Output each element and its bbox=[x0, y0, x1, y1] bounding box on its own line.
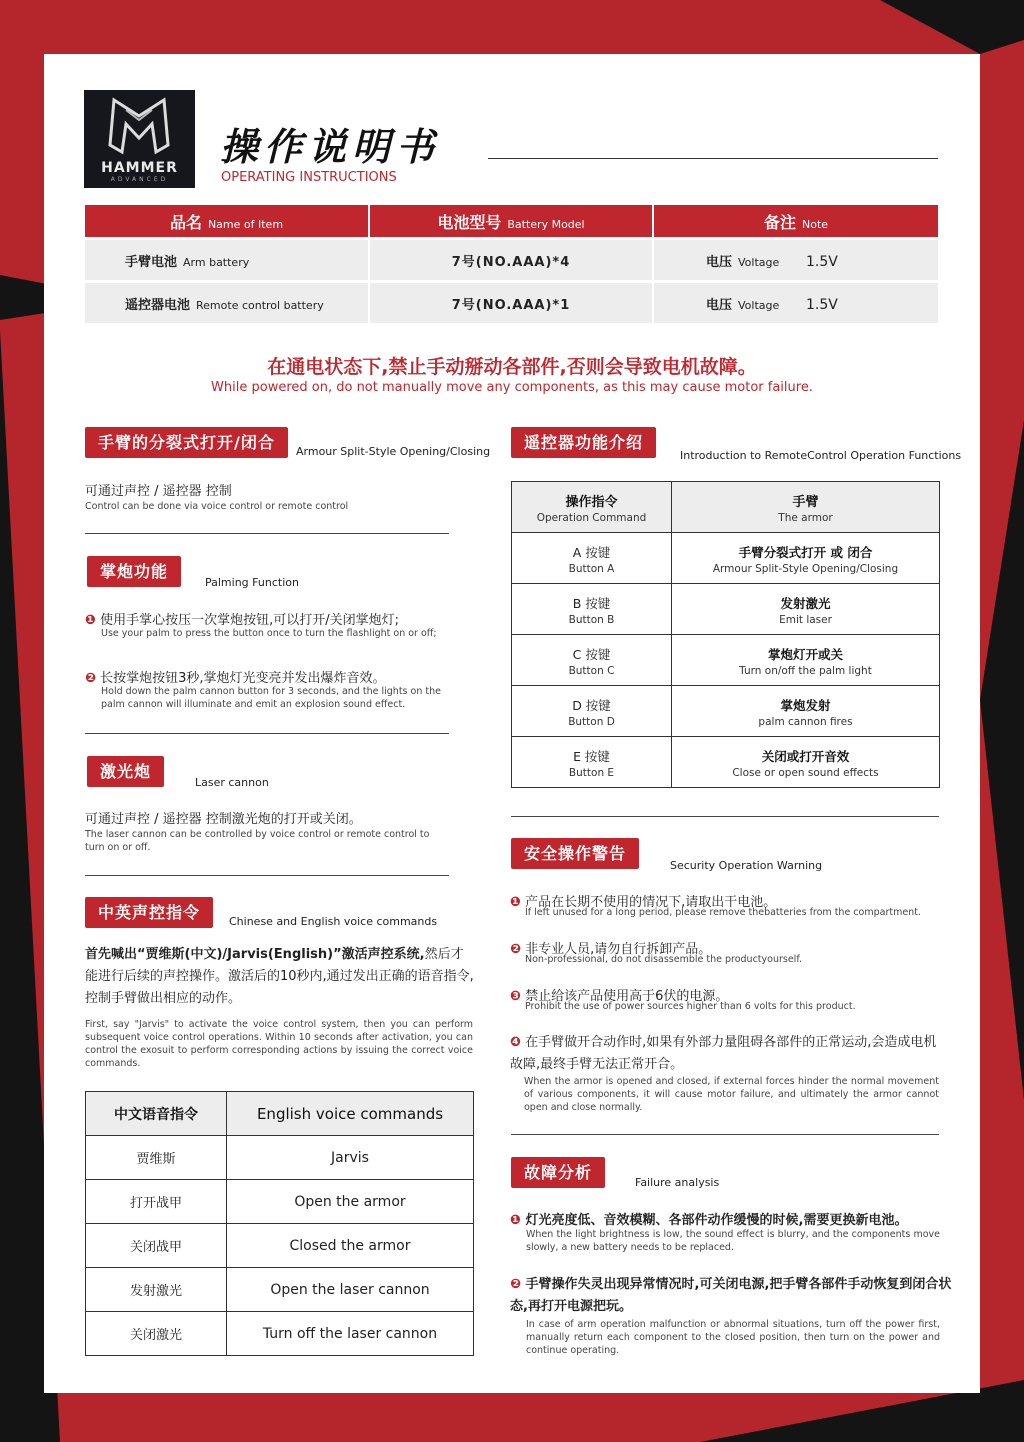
palm-item-2-en: Hold down the palm cannon button for 3 seconds, and the lights on the palm cannon will illuminate and emit an explosion sound effect. bbox=[101, 686, 441, 710]
warning-cn: 在通电状态下,禁止手动掰动各部件,否则会导致电机故障。 bbox=[267, 356, 757, 378]
section-voice-title-en: Chinese and English voice commands bbox=[229, 915, 438, 928]
section-voice-title: 中英声控指令 bbox=[85, 897, 213, 928]
section-laser-title: 激光炮 bbox=[87, 756, 164, 787]
battery-table bbox=[85, 205, 938, 323]
page-title: 操作说明书 bbox=[220, 125, 441, 169]
safety-item-3-en: Prohibit the use of power sources higher than 6 volts for this product. bbox=[525, 1001, 856, 1012]
divider bbox=[85, 733, 449, 734]
section-laser-title-en: Laser cannon bbox=[195, 776, 269, 789]
voice-header-cn: 中文语音指令 bbox=[86, 1092, 227, 1136]
safety-item-3: ❸ 禁止给该产品使用高于6伏的电源。 bbox=[510, 989, 729, 1004]
table-row: C 按键 Button C 掌炮灯开或关 Turn on/off the palm light bbox=[512, 635, 940, 686]
voice-command-table bbox=[85, 1091, 474, 1356]
table-row: 手臂电池 Arm battery 7号(NO.AAA)*4 电压 Voltage 1.5V bbox=[85, 239, 938, 282]
table-row: 打开战甲 Open the armor bbox=[86, 1180, 474, 1224]
safety-item-2: ❷ 非专业人员,请勿自行拆卸产品。 bbox=[510, 942, 712, 957]
section-palm-title: 掌炮功能 bbox=[87, 556, 181, 587]
divider bbox=[85, 533, 449, 534]
laser-text-cn: 可通过声控 / 遥控器 控制激光炮的打开或关闭。 bbox=[85, 812, 362, 827]
remote-header-command: 操作指令 Operation Command bbox=[512, 482, 672, 533]
table-row: 贾维斯 Jarvis bbox=[86, 1136, 474, 1180]
section-safety-title-en: Security Operation Warning bbox=[670, 859, 823, 872]
table-row: B 按键 Button B 发射激光 Emit laser bbox=[512, 584, 940, 635]
split-text-cn: 可通过声控 / 遥控器 控制 bbox=[85, 484, 232, 499]
page-subtitle: OPERATING INSTRUCTIONS bbox=[221, 170, 397, 185]
voice-header-en: English voice commands bbox=[227, 1092, 474, 1136]
section-palm-title-en: Palming Function bbox=[205, 576, 299, 589]
table-row: 发射激光 Open the laser cannon bbox=[86, 1268, 474, 1312]
safety-item-4: ❹ 在手臂做开合动作时,如果有外部力量阻碍各部件的正常运动,会造成电机故障,最终手臂无法正常开合。 bbox=[510, 1035, 937, 1072]
section-remote-title-en: Introduction to RemoteControl Operation Functions bbox=[680, 449, 962, 462]
remote-header-armor: 手臂 The armor bbox=[672, 482, 940, 533]
table-row: 关闭战甲 Closed the armor bbox=[86, 1224, 474, 1268]
voice-intro-cn: 首先喊出“贾维斯(中文)/Jarvis(English)”激活声控系统,然后才能进行后续的声控操作。激活后的10秒内,通过发出正确的语音指令,控制手臂做出相应的动作。 bbox=[85, 947, 474, 1006]
remote-function-table bbox=[511, 481, 940, 788]
remote-table-header bbox=[512, 482, 940, 533]
safety-item-4-en: When the armor is opened and closed, if external forces hinder the normal movement of various components, it will cause motor failure, and ultimately the armor cannot open and close normally. bbox=[524, 1076, 939, 1113]
section-failure-title: 故障分析 bbox=[511, 1157, 605, 1188]
warning-en: While powered on, do not manually move any components, as this may cause motor failure. bbox=[211, 380, 813, 395]
table-row: E 按键 Button E 关闭或打开音效 Close or open sound effects bbox=[512, 737, 940, 788]
section-split-title: 手臂的分裂式打开/闭合 bbox=[85, 427, 288, 458]
divider bbox=[511, 1134, 939, 1135]
safety-item-1-en: If left unused for a long period, please remove thebatteries from the compartment. bbox=[525, 907, 921, 918]
split-text-en: Control can be done via voice control or remote control bbox=[85, 501, 349, 512]
header-name: 品名 Name of Item bbox=[85, 205, 369, 239]
section-safety-title: 安全操作警告 bbox=[511, 838, 639, 869]
battery-table-header bbox=[85, 205, 938, 239]
section-failure-title-en: Failure analysis bbox=[635, 1176, 720, 1189]
laser-text-en: The laser cannon can be controlled by voice control or remote control to turn on or off. bbox=[85, 829, 430, 853]
header-model: 电池型号 Battery Model bbox=[369, 205, 653, 239]
divider bbox=[511, 816, 939, 817]
section-remote-title: 遥控器功能介绍 bbox=[511, 427, 656, 458]
voice-table-header bbox=[86, 1092, 474, 1136]
failure-item-1-en: When the light brightness is low, the sound effect is blurry, and the components move slowly, a new battery needs to be replaced. bbox=[526, 1229, 940, 1253]
title-divider bbox=[488, 158, 938, 159]
palm-item-1: ❶ 使用手掌心按压一次掌炮按钮,可以打开/关闭掌炮灯; bbox=[85, 613, 400, 628]
section-split-title-en: Armour Split-Style Opening/Closing bbox=[296, 445, 491, 458]
safety-item-2-en: Non-professional, do not disassemble the productyourself. bbox=[525, 954, 802, 965]
table-row: 遥控器电池 Remote control battery 7号(NO.AAA)*1 电压 Voltage 1.5V bbox=[85, 282, 938, 324]
instruction-sheet bbox=[44, 54, 980, 1393]
voice-intro-en: First, say "Jarvis" to activate the voice control system, then you can perform subsequent voice control operations. Within 10 seconds after activation, you can control the exosuit to perform corresponding actions by issuing the correct voice commands. bbox=[85, 1019, 473, 1069]
header-note: 备注 Note bbox=[653, 205, 938, 239]
palm-item-1-en: Use your palm to press the button once to turn the flashlight on or off; bbox=[101, 628, 437, 639]
safety-item-1: ❶ 产品在长期不使用的情况下,请取出干电池。 bbox=[510, 895, 777, 910]
helmet-icon bbox=[84, 90, 195, 160]
table-row: 关闭激光 Turn off the laser cannon bbox=[86, 1312, 474, 1356]
table-row: A 按键 Button A 手臂分裂式打开 或 闭合 Armour Split-Style Opening/Closing bbox=[512, 533, 940, 584]
divider bbox=[85, 875, 449, 876]
hammer-logo bbox=[84, 90, 195, 188]
failure-item-1: ❶ 灯光亮度低、音效模糊、各部件动作缓慢的时候,需要更换新电池。 bbox=[510, 1213, 908, 1228]
failure-item-2: ❷ 手臂操作失灵出现异常情况时,可关闭电源,把手臂各部件手动恢复到闭合状态,再打开电源把玩。 bbox=[510, 1277, 952, 1314]
palm-item-2: ❷ 长按掌炮按钮3秒,掌炮灯光变亮并发出爆炸音效。 bbox=[85, 671, 386, 686]
failure-item-2-en: In case of arm operation malfunction or abnormal situations, turn off the power first, manually return each component to the closed position, then turn on the power and continue operating. bbox=[526, 1319, 940, 1356]
table-row: D 按键 Button D 掌炮发射 palm cannon fires bbox=[512, 686, 940, 737]
logo-wordmark: HAMMER bbox=[101, 160, 178, 176]
logo-subtitle: ADVANCED bbox=[110, 176, 169, 183]
